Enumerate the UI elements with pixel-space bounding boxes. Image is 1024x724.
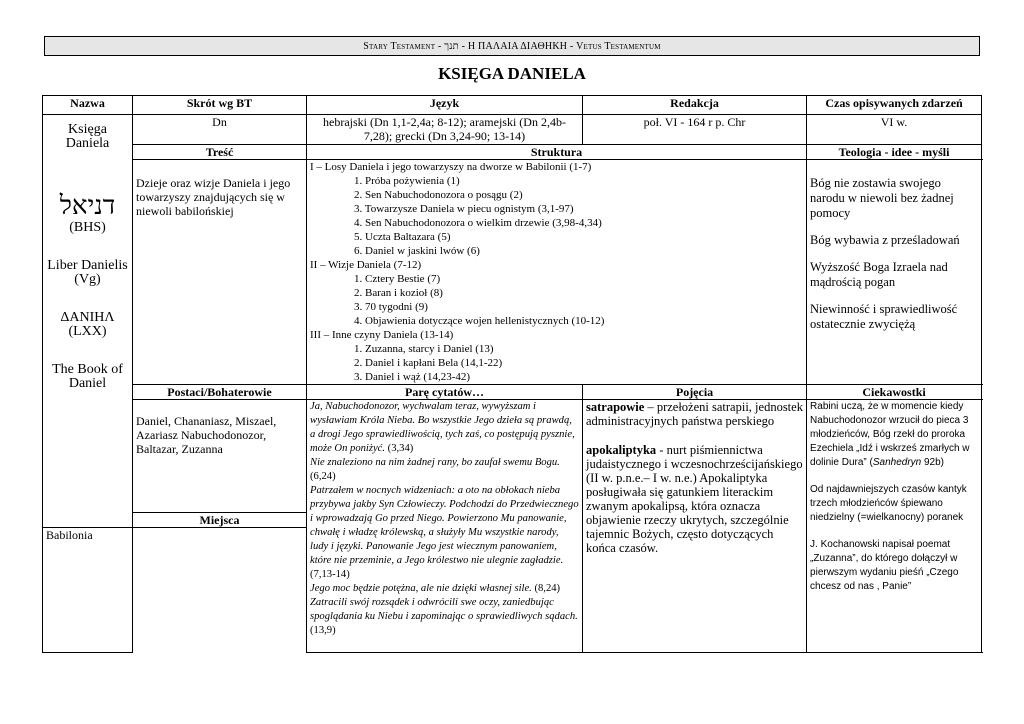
series-banner: Stary Testament - תנך - Η ΠΑΛΑΙΑ ΔΙΑΘΗΚΗ - Vetus Testamentum [44, 36, 980, 56]
quote-ref: (7,13-14) [310, 569, 350, 580]
structure-item: 1. Cztery Bestie (7) [354, 273, 441, 285]
col-struktura: Struktura [307, 145, 807, 160]
term-definition: – przełożeni satrapii, jednostek administracyjnych państwa perskiego [586, 400, 803, 428]
trivia-source-end: 92b) [921, 457, 945, 468]
teologia-item: Wyższość Boga Izraela nad mądrością pogan [810, 260, 948, 289]
col-cytaty: Parę cytatów… [307, 385, 583, 400]
quote: Nie znaleziono na nim żadnej rany, bo zaufał swemu Bogu. [310, 457, 560, 468]
col-pojecia: Pojęcia [583, 385, 807, 400]
name-greek: ΔΑΝΙΗΛ [60, 310, 115, 325]
trivia-source: Sanhedryn [872, 457, 922, 468]
col-czas: Czas opisywanych zdarzeń [807, 96, 982, 115]
name-polish: Księga Daniela [65, 122, 110, 151]
col-ciekawostki: Ciekawostki [807, 385, 982, 400]
name-hebrew: דניאל [59, 191, 116, 220]
col-redakcja: Redakcja [583, 96, 807, 115]
structure-item: II – Wizje Daniela (7-12) [310, 259, 422, 271]
quotes-cell [307, 400, 583, 653]
trivia: Od najdawniejszych czasów kantyk trzech młodzieńców śpiewano niedzielny (=wielkanocny) poranek [810, 484, 967, 523]
structure-item: I – Losy Daniela i jego towarzyszy na dworze w Babilonii (1-7) [310, 161, 592, 173]
structure-list [307, 160, 807, 385]
name-lxx: (LXX) [68, 324, 107, 339]
structure-item: 3. Daniel i wąż (14,23-42) [354, 371, 471, 383]
trivia: Rabini uczą, że w momencie kiedy Nabuchodonozor wrzucił do pieca 3 młodzieńców, Bóg rzekł do proroka Ezechiela „Idź i wskrześ zmarłych w dolinie Dura” ( [810, 401, 970, 468]
book-table [42, 95, 982, 653]
name-vg: (Vg) [74, 272, 101, 287]
term: apokaliptyka [586, 443, 657, 457]
skrot-value: Dn [133, 115, 307, 145]
names-cell [43, 115, 133, 528]
structure-item: 6. Daniel w jaskini lwów (6) [354, 245, 480, 257]
col-miejsca: Miejsca [133, 513, 307, 528]
structure-item: 1. Próba pożywienia (1) [354, 175, 460, 187]
ciekawostki-cell [807, 400, 982, 653]
jezyk-value: hebrajski (Dn 1,1-2,4a; 8-12); aramejski (Dn 2,4b-7,28); grecki (Dn 3,24-90; 13-14) [307, 115, 583, 145]
quote-ref: (8,24) [531, 583, 561, 594]
teologia-item: Bóg wybawia z prześladowań [810, 233, 960, 247]
structure-item: 3. Towarzysze Daniela w piecu ognistym (3,1-97) [354, 203, 574, 215]
structure-item: 2. Sen Nabuchodonozora o posągu (2) [354, 189, 523, 201]
structure-item: 4. Objawienia dotyczące wojen hellenistycznych (10-12) [354, 315, 605, 327]
quote: Ja, Nabuchodonozor, wychwalam teraz, wywyższam i wysławiam Króla Nieba. Bo wszystkie Jego dzieła są prawdą, a drogi Jego sprawiedliwością, tych zaś, co postępują pysznie, może On poniżyć. [310, 401, 575, 454]
teologia-list [807, 160, 982, 385]
structure-item: 5. Uczta Baltazara (5) [354, 231, 451, 243]
name-latin: Liber Danielis [47, 258, 128, 273]
czas-value: VI w. [807, 115, 982, 145]
miejsca-value: Babilonia [43, 528, 133, 653]
name-english: The Book of Daniel [52, 362, 123, 391]
quote-ref: (13,9) [310, 625, 336, 636]
teologia-item: Niewinność i sprawiedliwość ostatecznie zwyciężą [810, 302, 958, 331]
term-definition: - nurt piśmiennictwa judaistycznego i wczesnochrześcijańskiego (II w. p.n.e.– I w. n.e.) Apokaliptyka posługiwała się gatunkiem literackim zwanym apokalipsą, która oznacza objawienie rzeczy ukrytych, szczególnie tajemnic Bożych, często dotyczących końca czasów. [586, 443, 803, 555]
quote: Patrzałem w nocnych widzeniach: a oto na obłokach nieba przybywa jakby Syn Człowieczy. Podchodzi do Przedwiecznego i wprowadzają Go przed Niego. Powierzono Mu panowanie, chwałę i władzę królewską, a służyły Mu wszystkie narody, ludy i języki. Panowanie Jego jest wiecznym panowaniem, które nie przeminie, a Jego królestwo nie ulegnie zagładzie. [310, 485, 579, 566]
col-skrot: Skrót wg BT [133, 96, 307, 115]
quote-ref: (6,24) [310, 471, 336, 482]
term: satrapowie [586, 400, 645, 414]
page-title: KSIĘGA DANIELA [438, 64, 586, 83]
quote-ref: (3,34) [385, 443, 414, 454]
col-nazwa: Nazwa [43, 96, 133, 115]
redakcja-value: poł. VI - 164 r p. Chr [583, 115, 807, 145]
structure-item: 4. Sen Nabuchodonozora o wielkim drzewie (3,98-4,34) [354, 217, 602, 229]
postaci-value: Daniel, Chananiasz, Miszael, Azariasz Nabuchodonozor, Baltazar, Zuzanna [133, 400, 307, 513]
col-jezyk: Język [307, 96, 583, 115]
col-teologia: Teologia - idee - myśli [807, 145, 982, 160]
pojecia-cell [583, 400, 807, 653]
trivia: J. Kochanowski napisał poemat „Zuzanna”, do którego dołączył w pierwszym wydaniu pieśń „Czego chcesz od nas , Panie” [810, 539, 959, 592]
teologia-item: Bóg nie zostawia swojego narodu w niewoli bez żadnej pomocy [810, 176, 954, 220]
structure-item: 3. 70 tygodni (9) [354, 301, 428, 313]
quote: Jego moc będzie potężna, ale nie dzięki własnej sile. [310, 583, 532, 594]
col-tresc: Treść [133, 145, 307, 160]
structure-item: 1. Zuzanna, starcy i Daniel (13) [354, 343, 494, 355]
col-postaci: Postaci/Bohaterowie [133, 385, 307, 400]
name-bhs: (BHS) [69, 220, 106, 235]
structure-item: 2. Daniel i kapłani Bela (14,1-22) [354, 357, 503, 369]
quote: Zatracili swój rozsądek i odwrócili swe oczy, zaniedbując spoglądania ku Niebu i zapominając o sprawiedliwych sądach. [310, 597, 578, 622]
tresc-value: Dzieje oraz wizje Daniela i jego towarzyszy znajdujących się w niewoli babilońskiej [133, 160, 307, 385]
structure-item: 2. Baran i kozioł (8) [354, 287, 443, 299]
structure-item: III – Inne czyny Daniela (13-14) [310, 329, 454, 341]
